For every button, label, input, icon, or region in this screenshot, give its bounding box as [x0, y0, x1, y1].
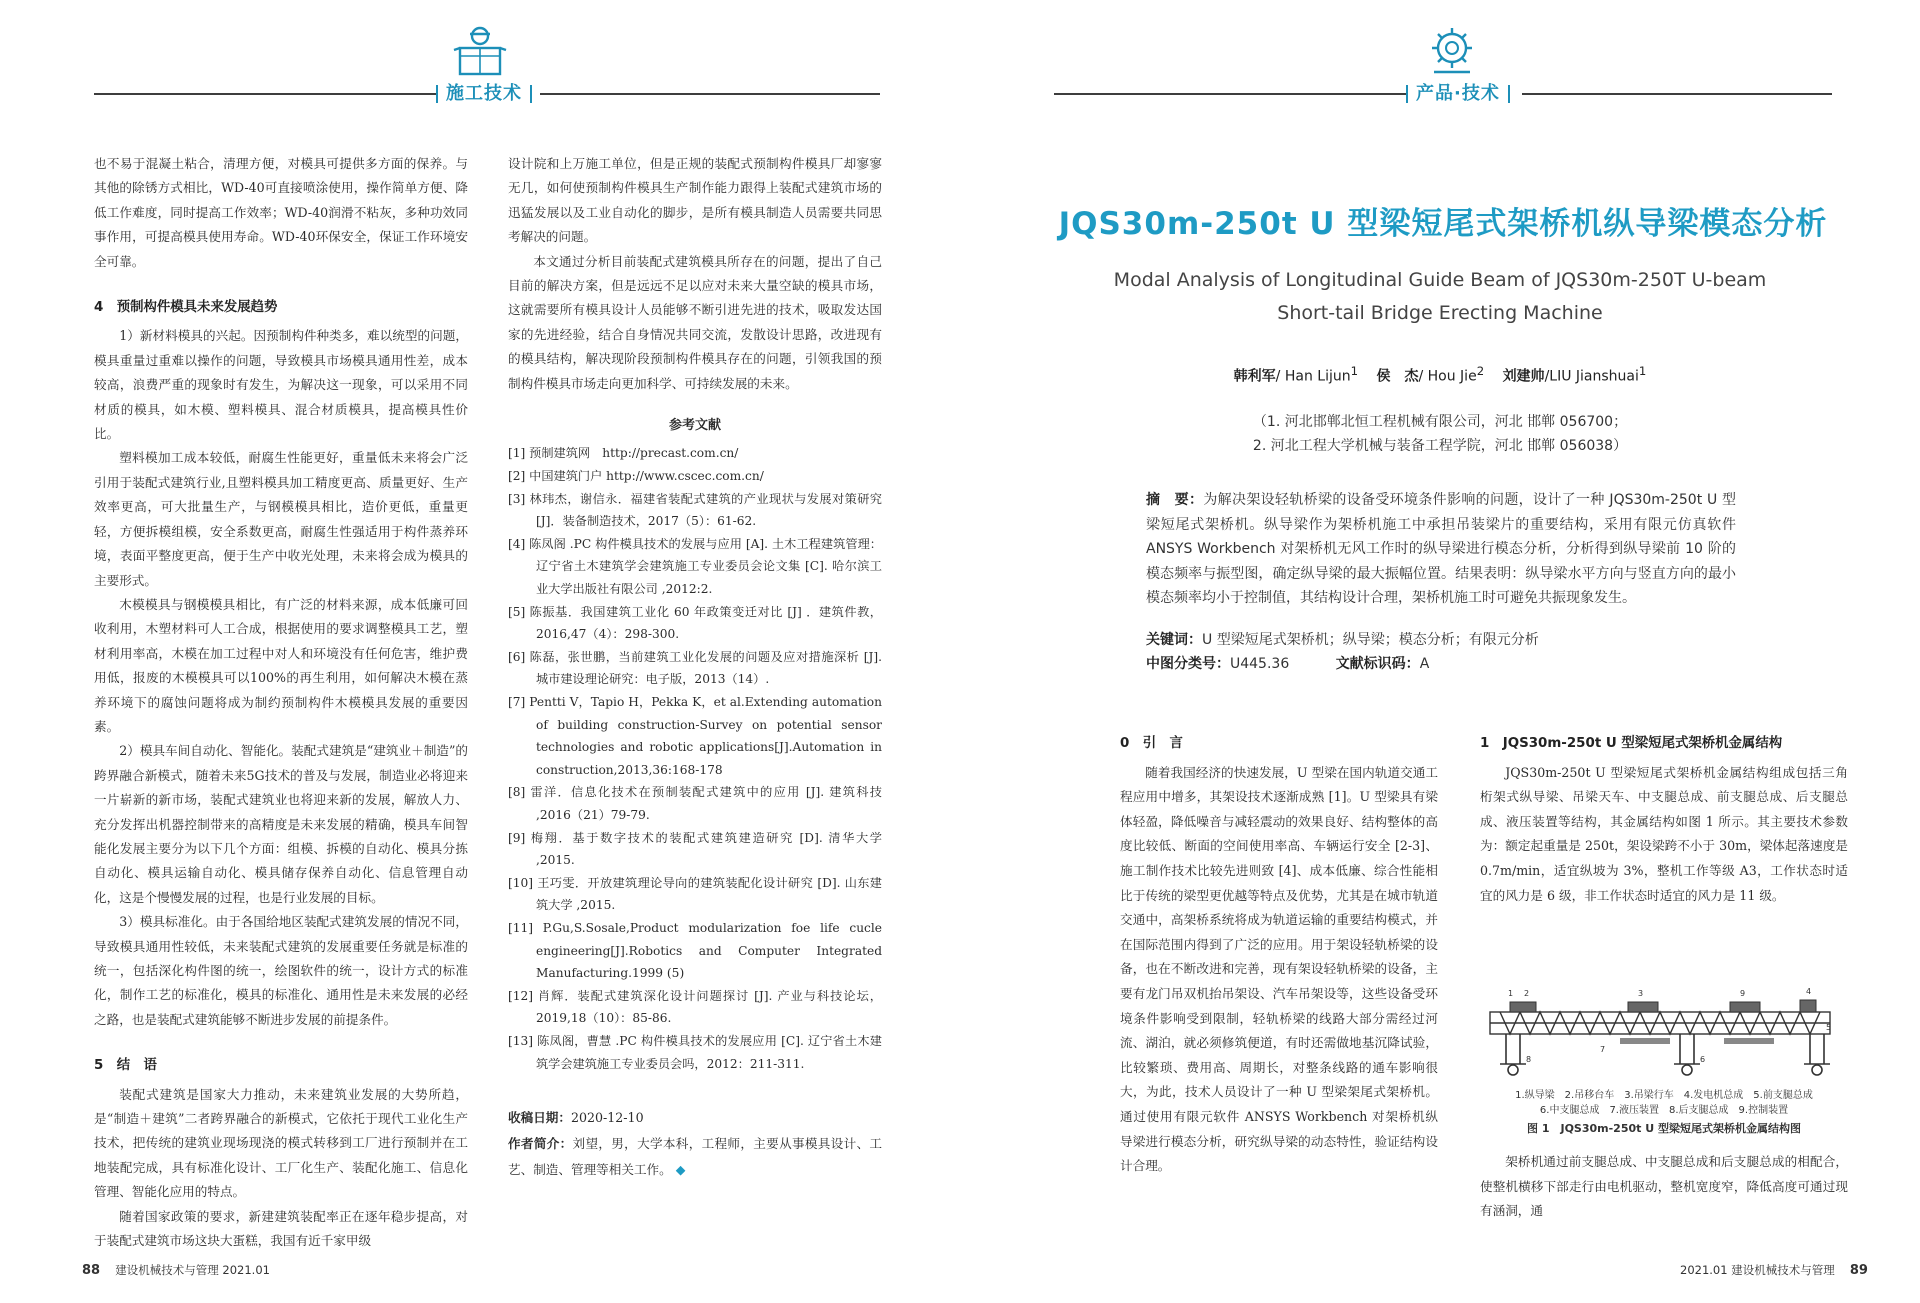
fig-label: 3: [1638, 989, 1644, 998]
body-paragraph: 随着我国经济的快速发展，U 型梁在国内轨道交通工程应用中增多，其架设技术逐渐成熟 [1]。U 型梁具有梁体轻盈，降低噪音与减轻震动的效果良好、结构整体的高度比较低、断面的空间使用率高、车辆运行安全 [2-3]、施工制作技术比较先进则致 [4]、成本低廉、综合性能相比于传统的梁型更优越等特点及优势，尤其是在城市轨道交通中，高架桥系统将成为轨道运输的重要结构模式，并在国际范围内得到了广泛的应用。用于架设轻轨桥梁的设备，也在不断改进和完善，现有架设轻轨桥梁的设备，主要有龙门吊双机抬吊架设、汽车吊架设等，这些设备受环境条件影响受到限制，轻轨桥梁的线路大部分需经过河流、湖泊，就必须修筑便道，有时还需做地基沉降试验，比较繁琐、费用高、周期长，对整条线路的通车影响很大，为此，技术人员设计了一种 U 型梁架尾式架桥机。通过使用有限元软件 ANSYS Workbench 对架桥机纵导梁进行模态分析，研究纵导梁的动态特性，验证结构设计合理。: [1120, 764, 1438, 1174]
reference-item: [13] 陈凤阁，曹慧 .PC 构件模具技术的发展应用 [C]. 辽宁省土木建筑学会建筑施工专业委员会吗，2012：211-311.: [508, 1033, 882, 1071]
right-column-2: [1480, 732, 1848, 908]
body-paragraph: 架桥机通过前支腿总成、中支腿总成和后支腿总成的相配合，使整机横移下部走行由电机驱动，整机宽度窄，降低高度可通过现有涵洞，通: [1480, 1154, 1848, 1219]
section-tag: 产品·技术: [1406, 81, 1510, 107]
abstract: 摘 要：为解决架设轻轨桥梁的设备受环境条件影响的问题，设计了一种 JQS30m-250t U 型梁短尾式架桥机。纵导梁作为架桥机施工中承担吊装梁片的重要结构，采用有限元仿真软件 ANSYS Workbench 对架桥机无风工作时的纵导梁进行模态分析，分析得到纵导梁前 10 阶的模态频率与振型图，确定纵导梁的最大振幅位置。结果表明：纵导梁水平方向与竖直方向的最小模态频率均小于控制值，其结构设计合理，架桥机施工时可避免共振现象发生。: [1146, 492, 1736, 606]
footer-right: [1680, 1262, 1868, 1278]
article-title: JQS30m-250t U 型梁短尾式架桥机纵导梁模态分析: [1058, 206, 1828, 242]
reference-item: [10] 王巧雯．开放建筑理论导向的建筑装配化设计研究 [D]. 山东建筑大学 ,2015.: [508, 875, 882, 913]
trolleys: [1510, 1000, 1816, 1012]
article-title-en: Modal Analysis of Longitudinal Guide Beam of JQS30m-250T U-beam Short-tail Bridge Erecting Machine: [1113, 269, 1767, 324]
end-mark-icon: ◆: [675, 1162, 686, 1178]
body-paragraph: 塑料模加工成本较低，耐腐生性能更好，重量低未来将会广泛引用于装配式建筑行业,且塑料模具加工精度更高、质量更好、生产效率更高，可大批量生产，与钢模模具相比，造价更低，重量更轻，方便拆模组模，安全系数更高，耐腐生性强适用于构件蒸养环境，表面平整度更高，便于生产中收光处理，未来将会成为模具的主要形式。: [94, 450, 468, 588]
reference-item: [8] 雷洋．信息化技术在预制装配式建筑中的应用 [J]. 建筑科技 ,2016（21）79-79.: [508, 785, 882, 822]
author-bio: 作者简介：刘望，男，大学本科，工程师，主要从事模具设计、工艺、制造、管理等相关工作。 ◆: [508, 1136, 883, 1178]
keywords: 关键词：U 型梁短尾式架桥机；纵导梁；模态分析；有限元分析: [1146, 632, 1539, 648]
gear-helmet-icon: [1422, 22, 1482, 82]
body-paragraph: 设计院和上万施工单位，但是正规的装配式预制构件模具厂却寥寥无几，如何使预制构件模具生产制作能力跟得上装配式建筑市场的迅猛发展以及工业自动化的脚步，是所有模具制造人员需要共同思考解决的问题。: [508, 156, 882, 245]
body-paragraph: 1）新材料模具的兴起。因预制构件种类多，难以统型的问题，模具重量过重难以操作的问题，导致模具市场模具通用性差，成本较高，浪费严重的现象时有发生，为解决这一现象，可以采用不同材质的模具，如木模、塑料模具、混合材质模具，提高模具性价比。: [94, 328, 468, 442]
journal-name: 建设机械技术与管理: [1731, 1263, 1835, 1277]
body-paragraph: 本文通过分析目前装配式建筑模具所存在的问题，提出了自己目前的解决方案，但是远远不足以应对未来大量空缺的模具市场，这就需要所有模具设计人员能够不断引进先进的技术，吸取发达国家的先进经验，结合自身情况共同交流，发散设计思路，改进现有的模具结构，解决现阶段预制构件模具存在的问题，引领我国的预制构件模具市场走向更加科学、可持续发展的未来。: [508, 253, 882, 391]
fig-label: 5: [1826, 1023, 1832, 1032]
right-page: [960, 0, 1920, 1303]
right-column-2-cont: [1480, 1150, 1848, 1224]
body-paragraph: 木模模具与钢模模具相比，有广泛的材料来源，成本低廉可回收利用，木塑材料可人工合成，根据使用的要求调整模具工艺，塑材利用率高，木模在加工过程中对人和环境没有任何危害，维护费用低，报废的木模模具可以100%的再生利用，如何解决木模在蒸养环境下的腐蚀问题将成为制约预制构件木模模具发展的重要因素。: [94, 596, 468, 734]
page-number: 88: [82, 1263, 101, 1278]
reference-item: [4] 陈凤阁 .PC 构件模具技术的发展与应用 [A]. 土木工程建筑管理：辽宁省土木建筑学会建筑施工专业委员会论文集 [C]. 哈尔滨工业大学出版社有限公司 ,2012:2.: [508, 536, 882, 597]
left-column-2: [508, 152, 882, 1183]
references-title: 参考文献: [668, 418, 721, 434]
section-heading: 1 JQS30m-250t U 型梁短尾式架桥机金属结构: [1480, 736, 1783, 751]
section-heading: 5 结 语: [94, 1058, 157, 1074]
header-rule-left: [1054, 93, 1406, 95]
keywords-block: [1146, 628, 1746, 676]
body-paragraph: 2）模具车间自动化、智能化。装配式建筑是“建筑业＋制造”的跨界融合新模式，随着未来5G技术的普及与发展，制造业必将迎来一片崭新的新市场，装配式建筑业也将迎来新的发展，解放人力、充分发挥出机器控制带来的高精度是未来发展的精确，模具车间智能化发展主要分为以下几个方面：组模、拆模的自动化、模具分拣自动化、模具运输自动化、模具储存保养自动化、信息管理自动化，这是个慢慢发展的过程，也是行业发展的目标。: [94, 743, 468, 905]
figure-labels: [1508, 987, 1831, 1064]
body-paragraph: 随着国家政策的要求，新建建筑装配率正在逐年稳步提高，对于装配式建筑市场这块大蛋糕，我国有近千家甲级: [94, 1208, 468, 1249]
worker-blueprint-icon: [450, 22, 510, 82]
classification: 中图分类号：U445.36 文献标识码：A: [1146, 656, 1430, 672]
header-rule-left: [94, 93, 436, 95]
right-column-1: [1120, 732, 1438, 1179]
affiliations: （1. 河北邯郸北恒工程机械有限公司，河北 邯郸 056700； 2. 河北工程大学机械与装备工程学院，河北 邯郸 056038）: [1252, 414, 1628, 454]
figure-legend: 1.纵导梁 2.吊移台车 3.吊梁行车 4.发电机总成 5.前支腿总成 6.中支腿总成 7.液压装置 8.后支腿总成 9.控制装置: [1515, 1090, 1813, 1116]
fig-label: 8: [1526, 1055, 1532, 1064]
section-heading: 0 引 言: [1120, 736, 1183, 751]
header-rule-right: [540, 93, 880, 95]
authors: 韩利军/ Han Lijun$^1$ 侯 杰/ Hou Jie$^2$ 刘建帅/LIU Jianshuai$^1$: [1233, 364, 1647, 385]
reference-item: [12] 肖辉．装配式建筑深化设计问题探讨 [J]. 产业与科技论坛，2019,18（10）：85-86.: [508, 988, 882, 1026]
issue: 2021.01: [1680, 1263, 1728, 1277]
page-number: 89: [1849, 1263, 1868, 1278]
figure-caption: 图 1 JQS30m-250t U 型梁短尾式架桥机金属结构图: [1527, 1122, 1801, 1135]
body-paragraph: 3）模具标准化。由于各国给地区装配式建筑发展的情况不同，导致模具通用性较低，未来装配式建筑的发展重要任务就是标准的统一，包括深化构件图的统一，绘图软件的统一，设计方式的标准化，制作工艺的标准化，模具的标准化、通用性是未来发展的必经之路，也是装配式建筑能够不断进步发展的前提条件。: [94, 914, 468, 1027]
reference-item: [11] P.Gu,S.Sosale,Product modularization foe life cucle engineering[J].Robotics and Computer Integrated Manufacturing.1999 (5): [508, 920, 882, 981]
issue: 2021.01: [222, 1263, 270, 1277]
footer-left: [82, 1262, 270, 1278]
body-paragraph: 也不易于混凝土粘合，清理方便，对模具可提供多方面的保养。与其他的除锈方式相比，WD-40可直接喷涂使用，操作简单方便、降低工作难度，同时提高工作效率；WD-40润滑不粘灰，多种功效同事作用，可提高模具使用寿命。WD-40环保安全，保证工作环境安全可靠。: [94, 156, 468, 269]
journal-name: 建设机械技术与管理: [115, 1263, 219, 1277]
beam-hanging: [1620, 1038, 1774, 1044]
reference-item: [6] 陈磊，张世鹏，当前建筑工业化发展的问题及应对措施深析 [J]. 城市建设理论研究：电子版，2013（14）.: [508, 649, 882, 687]
reference-item: [3] 林玮杰，谢信永．福建省装配式建筑的产业现状与发展对策研究[J]．装备制造技术，2017（5）：61-62.: [508, 491, 882, 529]
left-column-1: [94, 152, 468, 1253]
fig-label: 2: [1524, 989, 1530, 998]
section-heading: 4 预制构件模具未来发展趋势: [94, 300, 278, 316]
fig-label: 1: [1508, 989, 1514, 998]
fig-label: 7: [1600, 1045, 1606, 1054]
reference-item: [5] 陈振基．我国建筑工业化 60 年政策变迁对比 [J] ．建筑件教，2016,47（4）：298-300.: [508, 604, 882, 642]
body-paragraph: JQS30m-250t U 型梁短尾式架桥机金属结构组成包括三角桁架式纵导梁、吊梁天车、中支腿总成、前支腿总成、后支腿总成、液压装置等结构，其金属结构如图 1 所示。其主要技术参数为：额定起重量是 250t，架设梁跨不小于 30m，梁体起落速度是 0.7m/min，适宜纵坡为 3%，整机工作等级 A3，工作状态时适宜的风力是 6 级，非工作状态时适宜的风力是 11 级。: [1480, 764, 1848, 903]
article-meta: [508, 1105, 882, 1183]
reference-item: [7] Pentti V，Tapio H，Pekka K，et al.Extending automation of building construction-Survey on potential sensor technologies and robotic applications[J].Automation in construction,2013,36:168-178: [508, 695, 882, 777]
fig-label: 4: [1806, 987, 1812, 996]
reference-item: [1] 预制建筑网 http://precast.com.cn/: [508, 446, 739, 461]
fig-label: 6: [1700, 1055, 1706, 1064]
section-tag: 施工技术: [436, 81, 532, 107]
fig-label: 9: [1740, 989, 1746, 998]
guide-beam-truss: [1490, 1012, 1830, 1034]
reference-item: [2] 中国建筑门户 http://www.cscec.com.cn/: [508, 469, 764, 484]
reference-item: [9] 梅翔．基于数字技术的装配式建筑建造研究 [D]. 清华大学 ,2015.: [508, 830, 882, 868]
received-date: 收稿日期：2020-12-10: [508, 1110, 644, 1126]
header-rule-right: [1522, 93, 1832, 95]
body-paragraph: 装配式建筑是国家大力推动，未来建筑业发展的大势所趋，是“制造＋建筑”二者跨界融合的新模式，它依托于现代工业化生产技术，把传统的建筑业现场现浇的模式转移到工厂进行预制并在工地装配完成，具有标准化设计、工厂化生产、装配化施工、信息化管理、智能化应用的特点。: [94, 1086, 468, 1200]
